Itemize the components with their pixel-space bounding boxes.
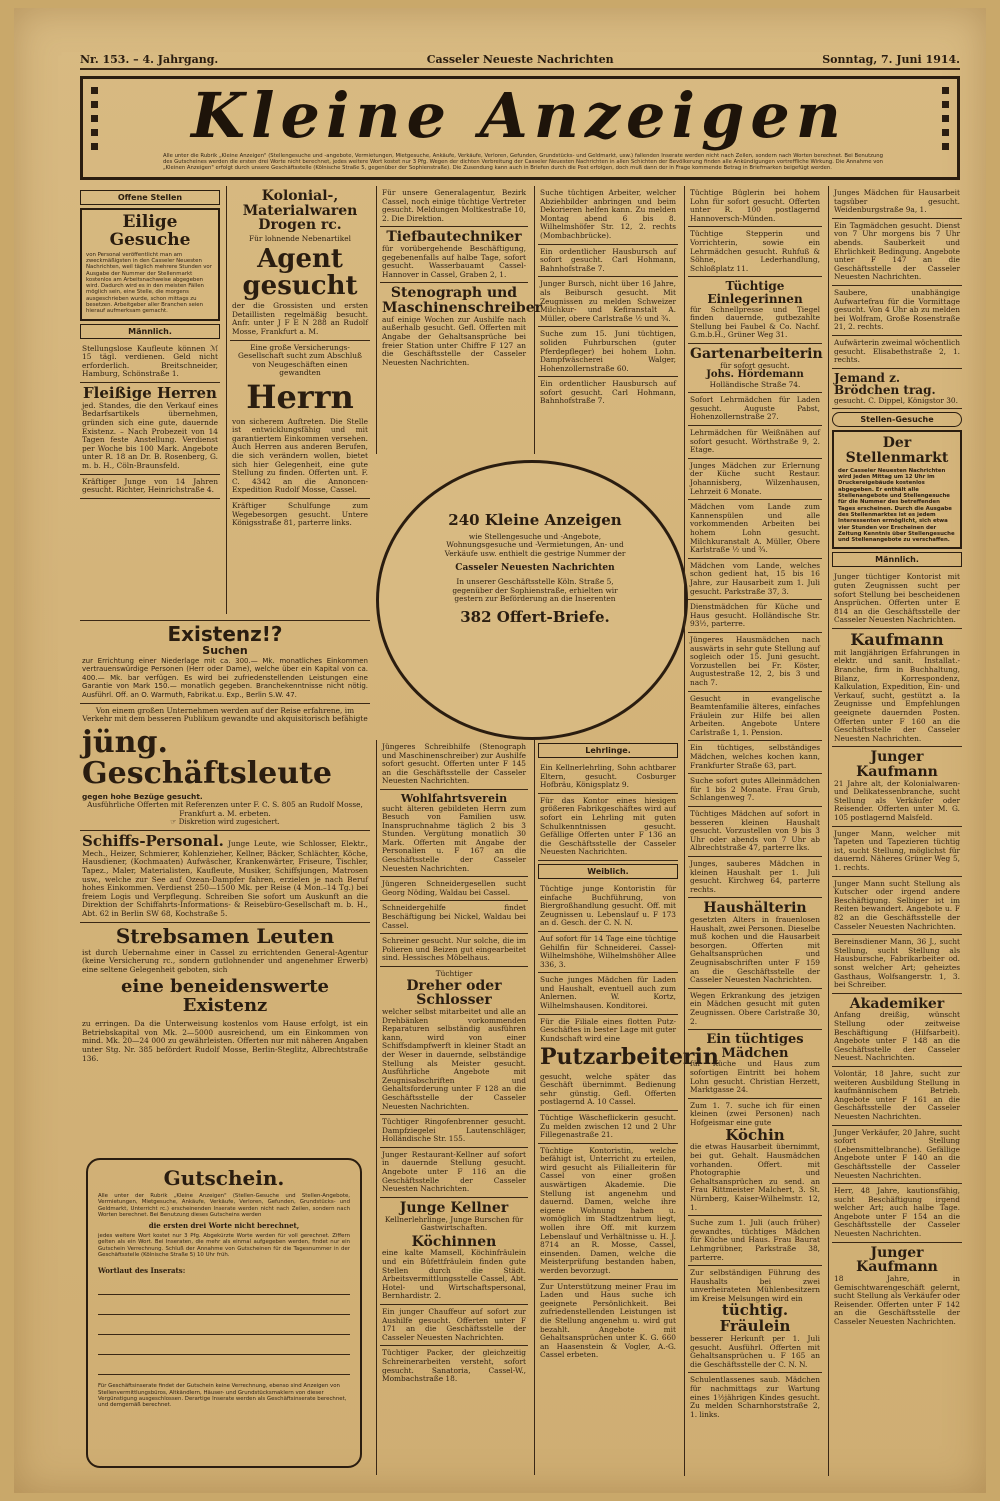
column-2	[226, 186, 370, 614]
classified-ad: Zur Unterstützung meiner Frau im Laden und Haus suche ich geeignete Persönlichkeit. Bei zufriedenstellenden Leistungen ist die Stellung angenehm u. wird gut bezahlt. Angebote mit Gehaltsansprüchen unter K. G. 660 an Haasenstein & Vogler, A.-G. Cassel erbeten.	[540, 1281, 676, 1360]
ad-headline: Stenograph und Maschinenschreiber	[382, 285, 542, 317]
coupon-text: jedes weitere Wort kostet nur 3 Pfg. Abgekürzte Worte werden für voll gerechnet. Ziffern gelten als ein Wort. Bei Inseraten, die mehr als einmal aufgegeben werden, findet nur ein Gutschein Verrechnung. Schluß der Annahme von Gutscheinen für die Tagesnummer in der Geschäftsstelle (Kölnische Straße 5) 10 Uhr früh.	[98, 1233, 350, 1259]
issue-date: Sonntag, 7. Juni 1914.	[822, 52, 960, 66]
classified-ad: Tüchtige Stepperin und Vorrichterin, sowie ein Lehrmädchen gesucht. Ruhfuß & Söhne, Lederhandlung, Schloßplatz 11.	[688, 227, 822, 277]
corner-square-icon	[942, 87, 949, 94]
notice-text: In unserer Geschäftsstelle Köln. Straße 5, gegenüber der Sophienstraße, erhielten wir gestern zur Beförderung an die Inserenten	[452, 576, 618, 604]
classified-ad: Ein junger Chauffeur auf sofort zur Aushilfe gesucht. Offerten unter F 171 an die Geschäftsstelle der Casseler Neuesten Nachrichten.	[380, 1305, 528, 1346]
classified-ad	[80, 383, 220, 475]
ad-body: Junge Leute, wie Schlosser, Elektr., Mech., Heizer, Schmierer, Kohlenzieher, Kellner, Bäcker, Schlächter, Köche, Hausdiener, (Kochmaaten) Aufwäscher, Krankenwärter, Friseure, Tischler, Tapez., Maler, Materialisten, Kaufleute, Musiker, Schiffsjungen, Matrosen usw., welche zur See auf Ozean-Dampfer fahren, erzielen je nach Beruf hohes Einkommen. Verdienst 250—1500 Mk. per Reise (4 Mon.–14 Tg.) bei freiem Logis und Verpflegung. Schreiben Sie sofort um Auskunft an die Direktion der Schiffahrts-Informations- & Reisebüro-Gesellschaft m. b. H., Abt. 62 in Berlin SW 68, Kochstraße 5.	[82, 839, 368, 918]
classified-ad: Tüchtiges Mädchen auf sofort in besseren kleinen Haushalt gesucht. Vorzustellen von 9 bis 3 Uhr oder abends von 7 Uhr ab Albrechtstraße 47, parterre lks.	[688, 807, 822, 857]
classified-ad: Ein ordentlicher Hausbursch auf sofort gesucht. Carl Hohmann, Bahnhofstraße 7.	[538, 245, 678, 278]
ad-headline: Köchinnen	[411, 1233, 497, 1250]
notice-paper: Casseler Neuesten Nachrichten	[455, 562, 615, 573]
corner-square-icon	[942, 101, 949, 108]
classified-ad: Junger Mann sucht Stellung als Kutscher oder irgend andere Beschäftigung. Selbiger ist im Reiten bewandert. Angebote u. F 82 an die Geschäftsstelle der Casseler Neuesten Nachrichten.	[832, 877, 962, 936]
ad-body: zur Errichtung einer Niederlage mit ca. 300.— Mk. monatliches Einkommen vertrauenswürdige Personen (Herr oder Dame), welche über ein Kapital von ca. 400.— Mk. bar verfügen. Es wird bei zufriedenstellenden Leistungen eine Garantie von Mark 150.— monatlich gegeben. Branchekenntnisse nicht nötig. Ausführl. Off. an O. Warmuth, Fabrikat.u. Exp., Berlin S.W. 47.	[82, 656, 368, 699]
ad-body: Ausführliche Offerten mit Referenzen unter F. C. S. 805 an Rudolf Mosse, Frankfurt a. M. erbeten.	[87, 800, 363, 818]
corner-square-icon	[91, 115, 98, 122]
coupon-text: Alle unter der Rubrik „Kleine Anzeigen" (Stellen-Gesuche und Stellen-Angebote, Vermietungen, Mietgesuche, Ankäufe, Verkäufe, Verloren, Gefunden, Grundstücks- und Geldmarkt, Unterricht rc.) erscheinenden Inserate werden nicht nach Zeilen, sondern nach Worten berechnet. Bei Benutzung dieses Gutscheins werden	[98, 1193, 350, 1218]
ad-intro: Tüchtiger	[435, 969, 473, 979]
ad-body: für Küche und Haus zum sofortigen Eintritt bei hohem Lohn gesucht. Christian Herzett, Marktgasse 24.	[690, 1059, 820, 1095]
ad-headline: Junger Kaufmann	[856, 1244, 938, 1276]
classified-ad	[688, 1099, 822, 1216]
notice-text: wie Stellengesuche und -Angebote, Wohnungsgesuche und -Vermietungen, An- und Verkäufe usw. enthielt die gestrige Nummer der	[444, 531, 626, 558]
corner-square-icon	[91, 129, 98, 136]
ad-body: welcher selbst mitarbeitet und alle an Drehbänken vorkommenden Reparaturen selbständig ausführen kann, wird von einer Schiffsdampfwerft in kleiner Stadt an der Weser in dauernde, selbständige Stellung als Meister gesucht. Ausführliche Angebote mit Zeugnisabschriften und Gehaltsforderung unter F 128 an die Geschäftsstelle der Casseler Neuesten Nachrichten.	[382, 1006, 526, 1111]
urgent-notice	[80, 208, 220, 321]
urgent-title: Eilige Gesuche	[109, 212, 191, 250]
classified-ad	[688, 1030, 822, 1099]
ad-headline: Tüchtige Einlegerinnen	[707, 279, 803, 306]
classified-ad	[832, 629, 962, 747]
pointing-hand-icon: ☞	[170, 818, 179, 827]
ad-headline: Dreher oder Schlosser	[406, 977, 502, 1009]
notice-text: der Casseler Neuesten Nachrichten wird jeden Mittag um 12 Uhr im Druckereigebäude kostenlos abgegeben. Er enthält alle Stellenangebote und Stellengesuche für die Nummer des betreffenden Tages erscheinen. Durch die Ausgabe des Stellenmarktes ist es jedem Interessenten ermöglicht, sich etwa vier Stunden vor Erscheinen der Zeitung Kenntnis über Stellengesuche und Stellenangebote zu verschaffen.	[838, 467, 955, 544]
ad-headline: Agent gesucht	[242, 243, 358, 301]
ad-body: sucht älteren gebildeten Herrn zum Besuch von Familien usw. Inanspruchnahme täglich 2 bis 3 Stunden. Vergütung monatlich 30 Mark. Offerten mit Angabe der Personalien u. F 167 an die Geschäftsstelle der Casseler Neuesten Nachrichten.	[382, 803, 526, 873]
newspaper-name: Casseler Neueste Nachrichten	[426, 52, 614, 66]
classified-ad: Tüchtiger Ringofenbrenner gesucht. Dampfziegelei Lautenschläger, Holländische Str. 155.	[380, 1115, 528, 1148]
classified-ad	[832, 1243, 962, 1330]
coupon-text-line[interactable]	[98, 1361, 350, 1375]
ad-body: die etwas Hausarbeit übernimmt, bei gut. Gehalt. Hausmädchen vorhanden. Offert. mit Photographie und Gehaltsansprüchen zu send. an Frau Rittmeister Malchert, 3. St. Nürnberg, Kaiser-Wilhelmstr. 12, 1.	[690, 1142, 820, 1212]
ad-subline: Kellnerlehrlinge, Junge Burschen für Gastwirtschaften.	[384, 1214, 524, 1233]
classified-ad	[688, 1266, 822, 1373]
ad-headline: Kaufmann	[850, 629, 944, 649]
ad-body: gesucht, welche später das Geschäft übernimmt. Bedienung sehr günstig. Gefl. Offerten postlagernd A. 10 Cassel.	[540, 1071, 676, 1107]
ad-headline: tüchtig. Fräulein	[719, 1301, 791, 1336]
classified-ad: Mädchen vom Lande zum Kannenspülen und alle vorkommenden Arbeiten bei hohem Lohn gesucht. Milchkuranstalt A. Müller, Obere Karlstraße ½ und ¾.	[688, 500, 822, 559]
ad-headline: Wohlfahrtsverein	[400, 791, 508, 805]
classified-ad	[380, 1198, 528, 1305]
classified-ad: Für unsere Generalagentur, Bezirk Cassel, noch einige tüchtige Vertreter gesucht. Meldungen Moltkestraße 10, 2. Die Direktion.	[380, 186, 528, 227]
column-4-bottom	[534, 740, 719, 1475]
ad-body: eine kalte Mamsell, Köchinfräulein und ein Büfettfräulein finden gute Stellen durch die Städt. Arbeitsvermittlungsstelle Cassel, Abt. Hotel- und Wirtschaftspersonal, Bernhardistr. 2.	[382, 1248, 526, 1301]
ad-body: besserer Herkunft per 1. Juli gesucht. Ausführl. Offerten mit Gehaltsansprüchen u. F 165 an die Geschäftsstelle der C. N. N.	[690, 1333, 820, 1369]
coupon-text-line[interactable]	[98, 1341, 350, 1355]
classified-ad	[832, 747, 962, 826]
classified-ad: Wegen Erkrankung des jetzigen ein Mädchen gesucht mit guten Zeugnissen. Obere Carlstraße 30, 2.	[688, 989, 822, 1030]
classified-ad: Ein tüchtiges, selbständiges Mädchen, welches kochen kann, Frankfurter Straße 63, part.	[688, 741, 822, 774]
classified-ad: Auf sofort für 14 Tage eine tüchtige Gehilfin für Schneiderei. Cassel-Wilhelmshöhe, Wilhelmshöher Allee 336, 3.	[538, 932, 678, 973]
ad-headline: Junge Kellner	[399, 1199, 509, 1216]
ad-body: auf einige Wochen zur Aushilfe nach außerhalb gesucht. Gefl. Offerten mit Angabe der Gehaltsansprüche bei freier Station unter Chiffre F 127 an die Geschäftsstelle der Casseler Neuesten Nachrichten.	[382, 314, 526, 367]
ad-headline: Jemand z. Brödchen trag.	[834, 370, 936, 398]
classified-ad: Suche tüchtigen Arbeiter, welcher Abziehbilder anbringen und beim Dekorieren helfen kann. Zu melden Montag abend 6 bis 8. Wilhelmshöfer Str. 12, 2. rechts (Mombachbrücke).	[538, 186, 678, 245]
classified-ad: Ein ordentlicher Hausbursch auf sofort gesucht. Carl Hohmann, Bahnhofstraße 7.	[540, 379, 676, 406]
classified-ad	[80, 704, 370, 832]
classified-ad	[80, 621, 370, 704]
issue-number: Nr. 153. – 4. Jahrgang.	[80, 52, 219, 66]
ad-subline: Suchen	[202, 644, 248, 657]
coupon-highlight: die ersten drei Worte nicht berechnet,	[148, 1221, 300, 1231]
classified-ad: Saubere, unabhängige Aufwartefrau für die Vormittage gesucht. Von 4 Uhr ab zu melden bei Wolfram, Große Rosenstraße 21, 2. rechts.	[832, 286, 962, 336]
ad-body: für vorübergehende Beschäftigung, gegebenenfalls auf halbe Tage, sofort gesucht. Wasserbauamt Cassel-Hannover in Cassel, Graben 2, 1.	[382, 244, 526, 279]
classified-ad	[688, 898, 822, 988]
classified-ad	[688, 277, 822, 344]
ad-body: mit langjährigen Erfahrungen in elektr. und sanit. Installat.-Branche, firm in Buchhaltung, Bilanz, Korrespondenz, Kalkulation, Expedition, Ein- und Verkauf, sucht, gestützt a. Ia Zeugnisse und Empfehlungen geeignete dauernden Posten. Offerten unter F 160 an die Geschäftsstelle der Casseler Neuesten Nachrichten.	[834, 647, 960, 743]
column-6	[828, 186, 962, 1476]
coupon-text-line[interactable]	[98, 1321, 350, 1335]
section-male: Männlich.	[832, 552, 962, 567]
classified-ad: Schreiner gesucht. Nur solche, die im Polieren und Beizen gut eingearbeitet sind. Hessisches Möbelhaus.	[380, 934, 528, 967]
coupon-footer: Für Geschäftsinserate findet der Gutschein keine Verrechnung, ebenso sind Anzeigen von Stellenvermittlungsbüros, Altkändlern, Häuser- und Grundstücksmaklern von dieser Vergünstigung ausgeschlossen. Derartige Inserate werden als Geschäftsinserate berechnet, und demgemäß berechnet.	[98, 1383, 347, 1409]
ad-body: der die Grossisten und ersten Detaillisten regelmäßig besucht. Anfr. unter J F E N 288 an Rudolf Mosse, Frankfurt a. M.	[232, 301, 368, 337]
classified-ad: Junges Mädchen zur Erlernung der Küche sucht Restaur. Johannisberg, Wilzenhausen, Lehrzeit 6 Monate.	[688, 459, 822, 500]
classified-ad	[380, 283, 542, 370]
classified-ad: Ein Kellnerlehrling, Sohn achtbarer Eltern, gesucht. Cosburger Hofbräu, Königsplatz 9.	[538, 761, 678, 794]
ad-body: Anfang dreißig, wünscht Stellung oder zeitweise Beschäftigung (Hilfsarbeit). Angebote unter F 148 an die Geschäftsstelle der Casseler Neuest. Nachrichten.	[834, 1010, 960, 1063]
section-male: Männlich.	[80, 324, 220, 339]
ad-headline: Existenz!?	[167, 622, 283, 646]
banner-intro: Alle unter die Rubrik „Kleine Anzeigen" (Stellengesuche und -angebote, Vermietungen, Mietgesuche, Ankäufe, Verkäufe, Verloren, Gefunden, Grundstücks- und Geldmarkt, usw.) fallenden Inserate werden nicht nach Zeilen, sondern nach Worten berechnet. Bei Benutzung des Gutscheines werden die ersten drei Worte nicht berechnet, jedes weitere Wort kostet nur 3 Pfg. Wegen der dichten Verbreitung der Casseler Neuesten Nachrichten in allen Schichten der Bevölkerung finden alle Ankündigungen vortreffliche Wirkung. Die Annahme von „Kleinen Anzeigen" erfolgt durch unsere Geschäftsstelle (Kölnische Straße 5, gegenüber der Sophienstraße). Die Zusendung kann auch in Briefen durch die Post erfolgen, doch muß dann der in Frage kommende Betrag in Briefmarken beigefügt werden.	[163, 153, 883, 172]
ad-headline: Schiffs-Personal.	[82, 832, 224, 851]
corner-square-icon	[91, 143, 98, 150]
column-5	[684, 186, 822, 1476]
classified-ad: Kräftiger Schulfunge zum Wegebesorgen gesucht. Untere Königsstraße 81, parterre links.	[232, 500, 368, 528]
classified-ad: Ein Tagmädchen gesucht. Dienst von 7 Uhr morgens bis 7 Uhr abends. Sauberkeit und Ehrlichkeit Bedingung. Angebote unter F 147 an die Geschäftsstelle der Casseler Neuesten Nachrichten.	[832, 219, 962, 286]
classified-ad: Schulentlassenes saub. Mädchen für nachmittags zur Wartung eines 1½jährigen Kindes gesucht. Zu melden Scharnhorststraße 2, 1. links.	[690, 1375, 820, 1419]
ad-headline: Gartenarbeiterin	[690, 345, 823, 362]
classified-ad: Jüngeren Schneidergesellen sucht Georg Nöding, Waldau bei Cassel.	[380, 877, 528, 901]
ad-body: zu erringen. Da die Unterweisung kostenlos vom Hause erfolgt, ist ein Betriebskapital von Mk. 2—5000 ausreichend, um ein Einkommen von mind. Mk. 20—24 000 zu gewährleisten. Offerten nur mit näheren Angaben unter Stg. Nr. 385 befördert Rudolf Mosse, Berlin-Steglitz, Albrechtstraße 136.	[82, 1019, 368, 1063]
column-3-bottom	[376, 740, 528, 1475]
ad-address: Holländische Straße 74.	[709, 379, 801, 389]
classified-ad: Stellungslose Kaufleute können ℳ 15 tägl. verdienen. Geld nicht erforderlich. Breitschneider, Hamburg, Schönstraße 1.	[80, 342, 220, 383]
classified-ad	[80, 831, 370, 923]
circulation-notice	[376, 460, 688, 740]
classified-ad: Dienstmädchen für Küche und Haus gesucht. Holländische Str. 93½, parterre.	[688, 600, 822, 633]
classified-ad	[380, 790, 528, 877]
coupon-field-label: Wortlaut des Inserats:	[98, 1266, 186, 1276]
classifieds-banner	[80, 76, 960, 180]
classified-ad: Junges, sauberes Mädchen in kleinen Haushalt per 1. Juli gesucht. Kirchweg 64, parterre rechts.	[688, 857, 822, 898]
classified-ad: Tüchtige Büglerin bei hohem Lohn für sofort gesucht. Offerten unter R. 100 postlagernd Hannoversch-Münden.	[688, 186, 822, 227]
classified-ad: Junger Verkäufer, 20 Jahre, sucht sofort Stellung (Lebensmittelbranche). Gefällige Angebote unter F 140 an die Geschäftsstelle der Casseler Neuesten Nachrichten.	[832, 1126, 962, 1185]
classified-ad: Kräftiger Junge von 14 Jahren gesucht. Richter, Heinrichstraße 4.	[80, 475, 220, 499]
ad-body: 21 Jahre alt, der Kolonialwaren- und Delikatessenbranche, sucht Stellung als Verkäufer oder Reisender. Offerten unter M. G. 105 postlagernd Malsfeld.	[834, 778, 960, 823]
ad-headline: eine beneidenswerte Existenz	[121, 976, 329, 1017]
ad-intro: Von einem großen Unternehmen werden auf der Reise erfahrene, im Verkehr mit dem besseren Publikum gewandte und akquisitorisch befähigte	[82, 705, 368, 724]
classified-ad: Tüchtige junge Kontoristin für einfache Buchführung, von Biergroßhandlung gesucht. Off. mit Zeugnissen u. Lebenslauf u. F 173 an d. Gesch. der C. N. N.	[538, 882, 678, 932]
notice-offers: 382 Offert-Briefe.	[460, 607, 610, 626]
classified-ad: Junger Bursch, nicht über 16 Jahre, als Beibursch gesucht. Mit Zeugnissen zu melden Schweizer Milchkur- und Kefiranstalt A. Müller, obere Carlstraße ½ und ¾.	[538, 277, 678, 327]
classified-ad: Für das Kontor eines hiesigen größeren Fabrikgeschäftes wird auf sofort ein Lehrling mit guten Schulkenntnissen gesucht. Gefällige Offerten unter F 136 an die Geschäftsstelle der Casseler Neuesten Nachrichten.	[538, 794, 678, 861]
classified-ad: Aufwärterin zweimal wöchentlich gesucht. Elisabethstraße 2, 1. rechts.	[832, 336, 962, 369]
classified-ad	[230, 341, 370, 499]
urgent-text: von Personal veröffentlicht man am zweckmäßigsten in den Casseler Neuesten Nachrichten, weil täglich mehrere Stunden vor Ausgabe der Nummer der Stellenmarkt kostenlos am Arbeitsnachweise abgegeben wird. Dadurch wird es in den meisten Fällen möglich sein, eine Stelle, die morgens ausgeschrieben wurde, schon mittags zu besetzen. Arbeitgeber aller Branchen seien hierauf aufmerksam gemacht.	[86, 251, 212, 315]
classified-ad: Suche zum 15. Juni tüchtigen, soliden Fuhrburschen (guter Pferdepfleger) bei hohem Lohn. Dampfwäscherei Walger, Hohenzollernstraße 60.	[538, 327, 678, 377]
classified-ad	[688, 344, 822, 393]
classified-ad: Schneidergehilfe findet Beschäftigung bei Nickel, Waldau bei Cassel.	[380, 901, 528, 934]
ad-headline: Kolonial-, Materialwaren Drogen rc.	[242, 188, 358, 234]
ad-body: von sicherem Auftreten. Die Stelle ist entwicklungsfähig und mit garantiertem Einkommen versehen. Auch Herren aus anderen Berufen, die sich verändern wollen, bietet sich hier Gelegenheit, eine gute Stellung zu finden. Offerten unt. F. C. 4342 an die Annoncen-Expedition Rudolf Mosse, Cassel.	[232, 416, 368, 495]
ad-headline: Putzarbeiterin	[540, 1044, 719, 1071]
notice-title: 240 Kleine Anzeigen	[448, 511, 622, 529]
section-apprentices: Lehrlinge.	[538, 743, 678, 758]
ad-body: jed. Standes, die den Verkauf eines Bedarfsartikels übernehmen, gründen sich eine gute, dauernde Existenz. – Nach Probezeit von 14 Tagen feste Anstellung. Verdienst per Woche bis 100 Mark. Angebote unter R. 18 an Dr. B. Rosenberg, G. m. b. H., Cöln-Braunsfeld.	[82, 400, 218, 470]
stellenmarkt-notice	[832, 430, 962, 549]
classified-ad: Sofort Lehrmädchen für Laden gesucht. Auguste Pabst, Hohenzollernstraße 27.	[688, 393, 822, 426]
ad-headline: jüng. Geschäftsleute	[82, 724, 333, 792]
ad-intro: Eine große Versicherungs-Gesellschaft sucht zum Abschluß von Neugeschäften einen gewandten	[238, 342, 362, 378]
ad-body: ist durch Uebernahme einer in Cassel zu errichtenden General-Agentur (keine Versicherung rc., sondern gutlohnender und angenehmer Erwerb) eine seltene Gelegenheit geboten, sich	[82, 947, 368, 974]
classified-ad: Suche zum 1. Juli (auch früher) gewandtes, tüchtiges Mädchen für Küche und Haus. Frau Baurat Lehmgrübner, Parkstraße 38, parterre.	[688, 1216, 822, 1266]
ad-intro: Zur selbständigen Führung des Haushalts bei zwei unverheirateten Mühlenbesitzern im Kreise Melsungen wird ein	[690, 1268, 820, 1303]
classified-ad: Jüngeres Schreibhilfe (Stenograph und Maschinenschreiber) zur Aushilfe sofort gesucht. Offerten unter F 145 an die Geschäftsstelle der Casseler Neuesten Nachrichten.	[380, 740, 528, 790]
ad-intro: Für die Filiale eines flotten Putz-Geschäftes in bester Lage mit guter Kundschaft wird eine	[540, 1016, 676, 1043]
classified-ad	[832, 369, 962, 410]
ad-body: 18 Jahre, in Gemischtwarengeschäft gelernt, sucht Stellung als Verkäufer oder Reisender. Offerten unter F 142 an die Geschäftsstelle der Casseler Neuesten Nachrichten.	[834, 1274, 960, 1327]
section-job-seekers: Stellen-Gesuche	[832, 412, 962, 427]
notice-title: Der Stellenmarkt	[845, 435, 949, 467]
page-header	[80, 52, 960, 70]
ad-body: gesucht. C. Dippel, Königstor 30.	[834, 395, 958, 405]
coupon-text-line[interactable]	[98, 1301, 350, 1315]
classified-ad	[380, 227, 528, 283]
classified-ad	[80, 923, 370, 1067]
ad-subline: Für lohnende Nebenartikel	[249, 234, 351, 244]
classified-ad	[380, 967, 528, 1115]
classified-ad: Bereinsdiener Mann, 36 J., sucht Stellung, sucht Stellung als Hausbursche, Fabrikarbeiter od. sonst welcher Art; geheiztes Gasthaus, Wolfsangerstr. 1, 3. bei Schreiber.	[832, 935, 962, 994]
corner-square-icon	[91, 101, 98, 108]
ad-firm: Johs. Hördemann	[706, 369, 804, 381]
corner-square-icon	[942, 143, 949, 150]
banner-title: Kleine Anzeigen	[191, 79, 847, 152]
classified-ad: Junger Mann, welcher mit Tapeten und Tapezieren tüchtig ist, sucht Stellung, möglichst für dauernd. Näheres Grüner Weg 5, 1. rechts.	[832, 827, 962, 877]
classified-ad: Mädchen vom Lande, welches schon gedient hat, 15 bis 16 Jahre, zur Hausarbeit zum 1. Juli gesucht. Parkstraße 37, 3.	[688, 559, 822, 600]
ad-body: für Schnellpresse und Tiegel finden dauernde, gutbezahlte Stellung bei Faubel & Co. Nachf. G.m.b.H., Grüner Weg 31.	[690, 304, 820, 340]
ad-headline: Köchin	[725, 1125, 785, 1144]
classified-ad: Junger Restaurant-Kellner auf sofort in dauernde Stellung gesucht. Angebote unter F 116 an die Geschäftsstelle der Casseler Neuesten Nachrichten.	[380, 1148, 528, 1198]
section-female: Weiblich.	[538, 864, 678, 879]
circulation-notice-content	[439, 513, 631, 626]
classified-ad: Suche sofort gutes Alleinmädchen für 1 bis 2 Monate. Frau Grub, Schlangenweg 7.	[688, 774, 822, 807]
classified-ad: Suche junges Mädchen für Laden und Haushalt, eventuell auch zum Anlernen. W. Kortz, Wilhelmshausen. Konditorei.	[538, 973, 678, 1014]
ad-headline: Haushälterin	[703, 900, 807, 917]
coupon-title: Gutschein.	[163, 1166, 285, 1190]
classified-ad	[230, 186, 370, 341]
coupon-text-line[interactable]	[98, 1281, 350, 1295]
ad-intro: Zum 1. 7. suche ich für einen kleinen (zwei Personen) nach Hofgeismar eine gute	[690, 1100, 820, 1128]
classified-ad: Lehrmädchen für Weißnähen auf sofort gesucht. Wörthstraße 9, 2. Etage.	[688, 426, 822, 459]
corner-square-icon	[942, 129, 949, 136]
ad-body: gesetzten Alters in frauenlosen Haushalt, zwei Personen. Dieselbe muß kochen und die Hausarbeit besorgen. Offerten mit Gehaltsansprüchen und Zeugnisabschriften unter F 159 an die Geschäftsstelle der Casseler Neuesten Nachrichten.	[690, 915, 820, 985]
ad-headline: Ein tüchtiges Mädchen	[706, 1032, 804, 1061]
coupon-form[interactable]	[86, 1158, 362, 1468]
ad-subline: gegen hohe Bezüge gesucht.	[82, 791, 203, 801]
wide-ads-block	[80, 620, 370, 1158]
classified-ad	[832, 994, 962, 1067]
column-1	[80, 186, 220, 591]
classified-ad: Jüngeres Hausmädchen nach auswärts in sehr gute Stellung auf sogleich oder 15. Juni gesucht. Vorzustellen bei Fr. Köster, Augustestraße 12, 2, bis 3 und nach 7.	[688, 633, 822, 692]
classified-ad: Herr, 48 Jahre, kautionsfähig, sucht Beschäftigung irgend welcher Art; auch halbe Tage. Angebote unter F 154 an die Geschäftsstelle der Casseler Neuesten Nachrichten.	[832, 1184, 962, 1243]
ad-body: für sofort gesucht.	[720, 360, 790, 370]
classified-ad	[538, 1015, 719, 1111]
ad-headline: Strebsamen Leuten	[115, 923, 335, 948]
ad-note: ☞ Diskretion wird zugesichert.	[170, 818, 280, 827]
ad-headline: Herrn	[246, 378, 354, 416]
column-4-top	[534, 186, 678, 454]
classified-ad: Volontär, 18 Jahre, sucht zur weiteren Ausbildung Stellung in kaufmännischem Betrieb. Angebote unter F 161 an die Geschäftsstelle der Casseler Neuesten Nachrichten.	[832, 1067, 962, 1126]
classified-ad: Junges Mädchen für Hausarbeit tagsüber gesucht. Weidenburgstraße 9a, 1.	[832, 186, 962, 219]
corner-square-icon	[91, 87, 98, 94]
classified-ad: Junger tüchtiger Kontorist mit guten Zeugnissen sucht per sofort Stellung bei bescheidenen Ansprüchen. Offerten unter E 814 an die Geschäftsstelle der Casseler Neuesten Nachrichten.	[832, 570, 962, 629]
corner-square-icon	[942, 115, 949, 122]
classified-ad: Tüchtiger Packer, der gleichzeitig Schreinerarbeiten versteht, sofort gesucht. Sanatoria, Cassel-W., Mombachstraße 18.	[382, 1348, 526, 1384]
ad-headline: Tiefbautechniker	[386, 229, 522, 246]
section-open-positions: Offene Stellen	[80, 190, 220, 205]
ad-headline: Akademiker	[849, 995, 945, 1012]
classified-ad: Tüchtige Wäscheflickerin gesucht. Zu melden zwischen 12 und 2 Uhr Fillegenastraße 21.	[538, 1111, 678, 1144]
classified-ad: Tüchtige Kontoristin, welche befähigt ist, Unterricht zu erteilen, wird gesucht als Filialleiterin für Cassel von einer großen auswärtigen Akademie. Die Stellung ist angenehm und dauernd. Damen, welche ihre eigene Wohnung haben u. womöglich im Stadtzentrum liegt, wollen ihre Off. mit kurzem Lebenslauf und Verhältnisse u. H. J. 8714 an R. Mosse, Cassel, einsenden. Damen, welche die Meisterprüfung bestanden haben, werden bevorzugt.	[538, 1144, 678, 1280]
ad-headline: Fleißige Herren	[83, 384, 217, 403]
ad-headline: Junger Kaufmann	[856, 749, 938, 780]
classified-ad: Gesucht in evangelische Beamtenfamilie älteres, einfaches Fräulein zur Hilfe bei allen Arbeiten. Angebote Untere Carlstraße 1, 1. Pension.	[688, 692, 822, 742]
column-3-top	[376, 186, 542, 454]
